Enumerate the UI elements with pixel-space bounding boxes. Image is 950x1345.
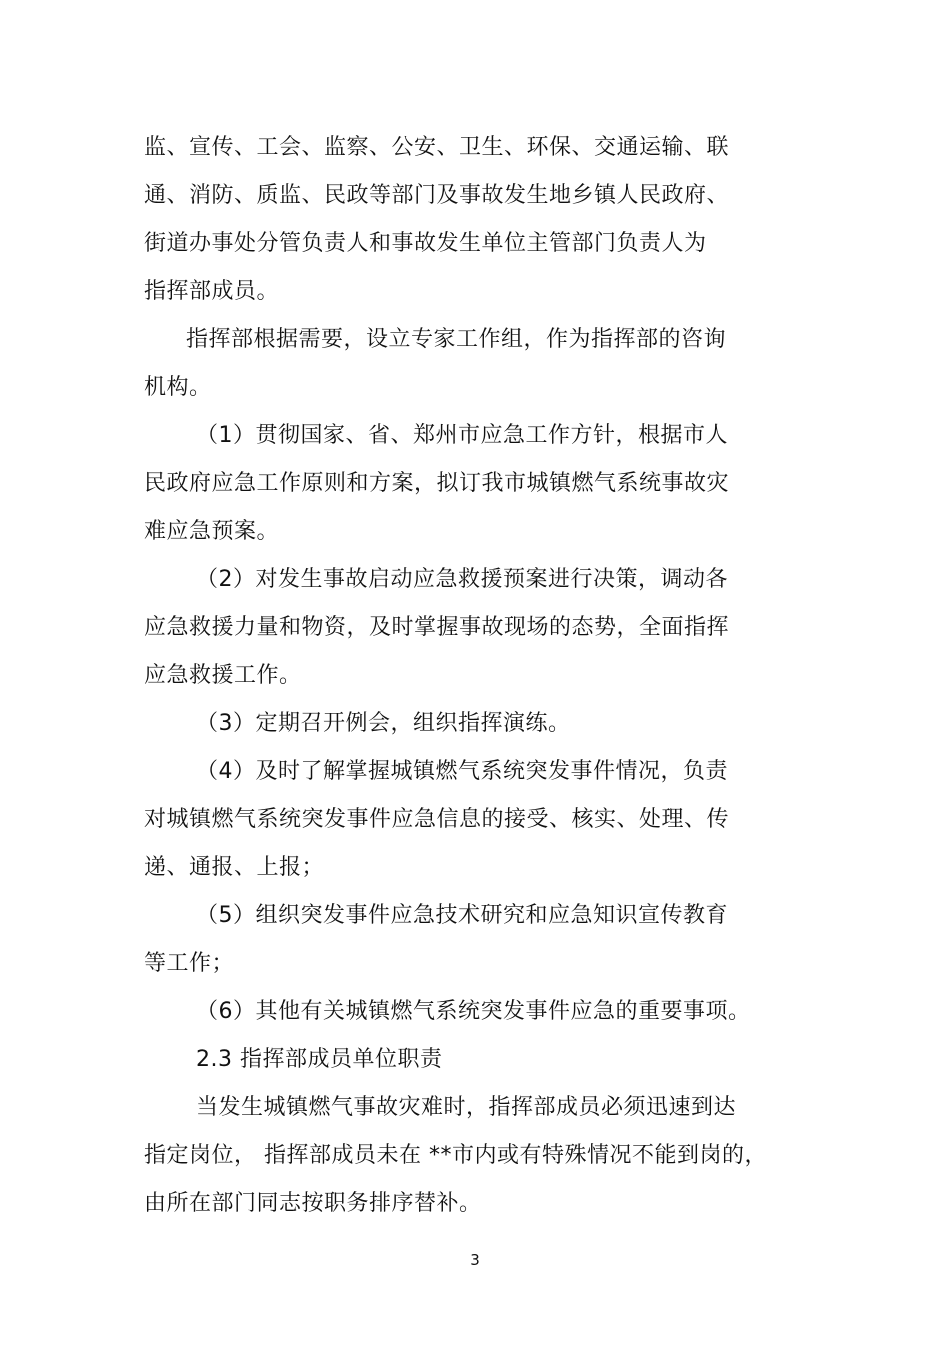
body-line: （6）其他有关城镇燃气系统突发事件应急的重要事项。 (196, 999, 751, 1024)
body-line: （4）及时了解掌握城镇燃气系统突发事件情况，负责 (196, 759, 728, 784)
body-line: （2）对发生事故启动应急救援预案进行决策，调动各 (196, 567, 728, 592)
body-line: 递、通报、上报； (144, 855, 325, 880)
body-line: 通、消防、质监、民政等部门及事故发生地乡镇人民政府、 (144, 183, 730, 208)
page-number: 3 (470, 1251, 480, 1269)
body-line: （3）定期召开例会，组织指挥演练。 (196, 711, 571, 736)
body-line: （1）贯彻国家、省、郑州市应急工作方针，根据市人 (196, 423, 728, 448)
body-line: 监、宣传、工会、监察、公安、卫生、环保、交通运输、联 (144, 135, 730, 160)
body-line: 应急救援力量和物资，及时掌握事故现场的态势，全面指挥 (144, 615, 730, 640)
section-heading: 2.3 指挥部成员单位职责 (196, 1047, 443, 1072)
body-line: 难应急预案。 (144, 519, 280, 544)
body-line: 机构。 (144, 375, 212, 400)
body-line: 应急救援工作。 (144, 663, 302, 688)
body-line: 等工作； (144, 951, 235, 976)
body-line: 街道办事处分管负责人和事故发生单位主管部门负责人为 (144, 231, 707, 256)
body-line: 指定岗位， 指挥部成员未在 **市内或有特殊情况不能到岗的， (144, 1143, 767, 1168)
body-line: 对城镇燃气系统突发事件应急信息的接受、核实、处理、传 (144, 807, 730, 832)
body-line: 当发生城镇燃气事故灾难时，指挥部成员必须迅速到达 (196, 1095, 737, 1120)
body-line: （5）组织突发事件应急技术研究和应急知识宣传教育 (196, 903, 728, 928)
body-line: 指挥部成员。 (144, 279, 280, 304)
body-line: 指挥部根据需要，设立专家工作组，作为指挥部的咨询 (186, 327, 727, 352)
body-line: 民政府应急工作原则和方案，拟订我市城镇燃气系统事故灾 (144, 471, 730, 496)
body-line: 由所在部门同志按职务排序替补。 (144, 1191, 482, 1216)
